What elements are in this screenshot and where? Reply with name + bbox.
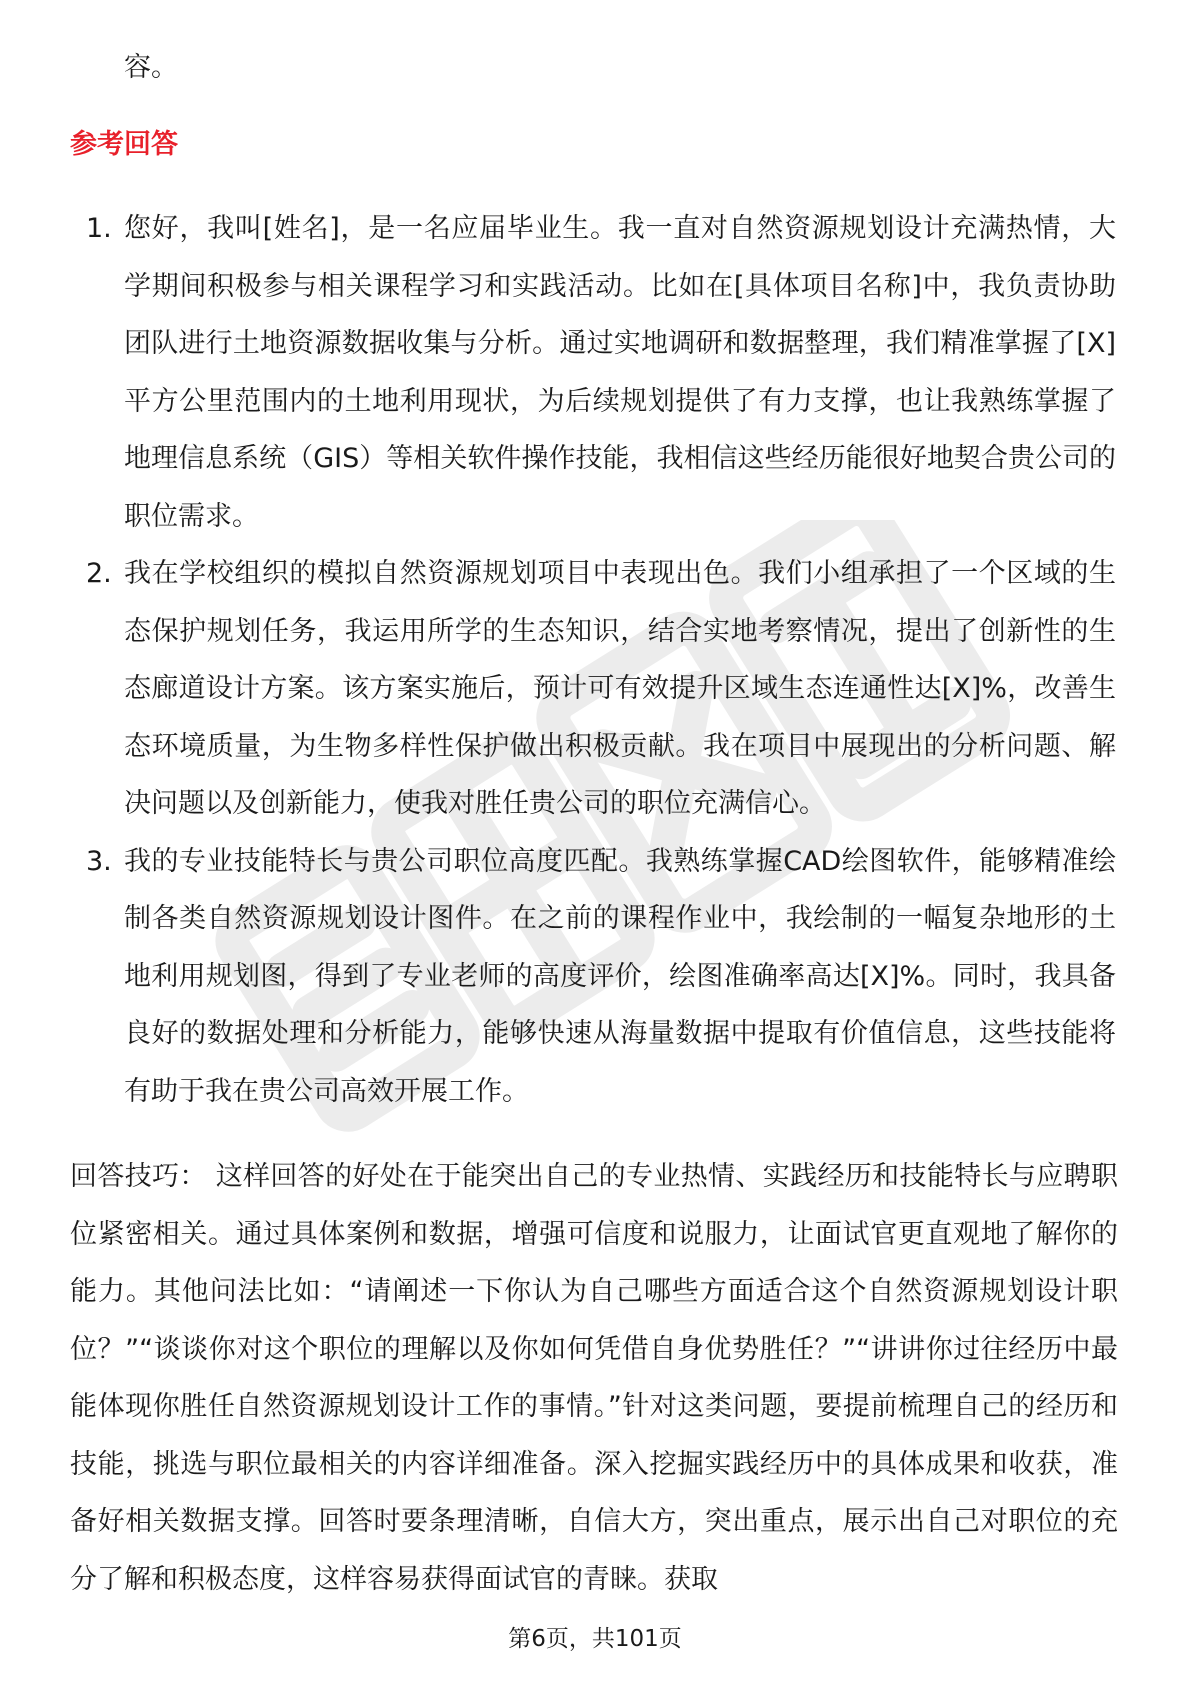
answer-item (0, 833, 1116, 1121)
answer-text: 我的专业技能特长与贵公司职位高度匹配。我熟练掌握CAD绘图软件，能够精准绘制各类自然资源规划设计图件。在之前的课程作业中，我绘制的一幅复杂地形的土地利用规划图，得到了专业老师的高度评价，绘图准确率高达[X]%。同时，我具备良好的数据处理和分析能力，能够快速从海量数据中提取有价值信息，这些技能将有助于我在贵公司高效开展工作。 (124, 845, 1116, 1107)
answer-tips-paragraph: 回答技巧： 这样回答的好处在于能突出自己的专业热情、实践经历和技能特长与应聘职位紧密相关。通过具体案例和数据，增强可信度和说服力，让面试官更直观地了解你的能力。其他问法比如：“请阐述一下你认为自己哪些方面适合这个自然资源规划设计职位？”“谈谈你对这个职位的理解以及你如何凭借自身优势胜任？”“讲讲你过往经历中最能体现你胜任自然资源规划设计工作的事情。”针对这类问题，要提前梳理自己的经历和技能，挑选与职位最相关的内容详细准备。深入挖掘实践经历中的具体成果和收获，准备好相关数据支撑。回答时要条理清晰，自信大方，突出重点，展示出自己对职位的充分了解和积极态度，这样容易获得面试官的青睐。获取 (70, 1161, 1118, 1595)
answer-list (0, 200, 1190, 1120)
answer-number: 2. (86, 558, 112, 589)
page-number-footer: 第6页，共101页 (508, 1626, 682, 1652)
continued-text-fragment: 容。 (124, 52, 178, 83)
answer-item (0, 545, 1116, 833)
answer-text: 我在学校组织的模拟自然资源规划项目中表现出色。我们小组承担了一个区域的生态保护规划任务，我运用所学的生态知识，结合实地考察情况，提出了创新性的生态廊道设计方案。该方案实施后，预计可有效提升区域生态连通性达[X]%，改善生态环境质量，为生物多样性保护做出积极贡献。我在项目中展现出的分析问题、解决问题以及创新能力，使我对胜任贵公司的职位充满信心。 (124, 558, 1116, 819)
answer-text: 您好，我叫[姓名]，是一名应届毕业生。我一直对自然资源规划设计充满热情，大学期间积极参与相关课程学习和实践活动。比如在[具体项目名称]中，我负责协助团队进行土地资源数据收集与分析。通过实地调研和数据整理，我们精准掌握了[X]平方公里范围内的土地利用现状，为后续规划提供了有力支撑，也让我熟练掌握了地理信息系统（GIS）等相关软件操作技能，我相信这些经历能很好地契合贵公司的职位需求。 (124, 213, 1116, 532)
answer-item (0, 200, 1116, 545)
answer-number: 1. (86, 213, 112, 244)
section-title-reference-answer: 参考回答 (70, 129, 178, 160)
answer-number: 3. (86, 845, 112, 877)
